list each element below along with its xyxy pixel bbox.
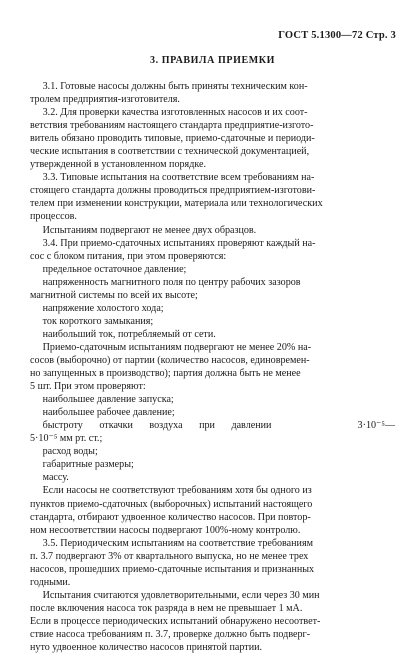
list-item: наибольшее рабочее давление; xyxy=(42,407,175,419)
text-line: 5 шт. При этом проверяют: xyxy=(30,381,146,393)
text-segment: быстроту откачки воздуха при давлении xyxy=(42,420,272,432)
text-line: Приемо-сдаточным испытаниям подвергают не менее 20% на- xyxy=(42,341,312,353)
text-line: 3.3. Типовые испытания на соответствие всем требованиям на- xyxy=(42,172,315,184)
list-item: наибольший ток, потребляемый от сети. xyxy=(42,328,216,340)
list-item: массу. xyxy=(42,472,69,484)
text-line: 3.5. Периодическим испытаниям на соответствие требованиям xyxy=(42,537,313,549)
text-line: стоящего стандарта должны проводиться предприятием-изготови- xyxy=(30,185,316,197)
list-item xyxy=(30,419,395,432)
section-title: 3. ПРАВИЛА ПРИЕМКИ xyxy=(149,55,276,66)
text-line: Испытаниям подвергают не менее двух образцов. xyxy=(42,224,257,236)
text-line: Испытания считаются удовлетворительными, если через 30 мин xyxy=(42,589,320,601)
text-line: сосов (выборочно) от партии (количество насосов, единовремен- xyxy=(30,354,310,366)
list-item: расход воды; xyxy=(42,446,98,458)
paragraph-3-3 xyxy=(30,171,395,236)
list-item: напряжение холостого хода; xyxy=(42,302,164,314)
text-line: 3.4. При приемо-сдаточных испытаниях проверяют каждый на- xyxy=(42,237,316,249)
text-line: п. 3.7 подвергают 3% от квартального выпуска, но не менее трех xyxy=(30,550,309,562)
text-line: сос с блоком питания, при этом проверяются: xyxy=(30,250,227,262)
text-line: ветствия требованиям настоящего стандарта предприятие-изгото- xyxy=(30,120,314,132)
text-line: 3.2. Для проверки качества изготовленных насосов и их соот- xyxy=(42,107,308,119)
list-item: наибольшее давление запуска; xyxy=(42,394,174,406)
text-line: Если в процессе периодических испытаний обнаружено несоответ- xyxy=(30,615,321,627)
paragraph-3-4 xyxy=(30,237,395,537)
list-item: напряженность магнитного поля по центру рабочих зазоров xyxy=(42,276,301,288)
text-line: ческие испытания в соответствии с технической документацией, xyxy=(30,146,310,158)
text-line: насосов, прошедших приемо-сдаточные испытания и признанных xyxy=(30,563,315,575)
paragraph-3-2 xyxy=(30,106,395,171)
text-line: витель обязано проводить типовые, приемо-сдаточные и периоди- xyxy=(30,133,315,145)
running-header: ГОСТ 5.1300—72 Стр. 3 xyxy=(278,30,396,41)
text-line: процессов. xyxy=(30,211,77,223)
text-line: годными. xyxy=(30,576,71,588)
text-line: 5·10⁻⁵ мм рт. ст.; xyxy=(30,433,103,445)
text-line: после включения насоса ток разряда в нем не превышает 1 мА. xyxy=(30,602,303,614)
text-line: утвержденной в установленном порядке. xyxy=(30,159,206,171)
text-line: нуто удвоенное количество насосов принятой партии. xyxy=(30,642,263,654)
text-line: ствие насоса требованиям п. 3.7, проверке должно быть подверг- xyxy=(30,628,311,640)
text-line: 3.1. Готовые насосы должны быть приняты техническим кон- xyxy=(42,81,308,92)
pressure-value: 3·10⁻⁵— xyxy=(357,420,395,432)
section-text xyxy=(30,80,395,654)
text-line: стандарта, отбирают удвоенное количество насосов. При повтор- xyxy=(30,511,311,523)
text-line: тролем предприятия-изготовителя. xyxy=(30,94,180,106)
document-body xyxy=(30,55,395,654)
paragraph-3-1 xyxy=(30,80,395,106)
list-item: габаритные размеры; xyxy=(42,459,134,471)
text-line: магнитной системы по всей их высоте; xyxy=(30,289,198,301)
list-item: предельное остаточное давление; xyxy=(42,263,187,275)
text-line: но запущенных в производство); партия должна быть не менее xyxy=(30,368,301,380)
text-line: пунктов приемо-сдаточных (выборочных) испытаний настоящего xyxy=(30,498,313,510)
text-line: ном несоответствии насосы подвергают 100%-ному контролю. xyxy=(30,524,301,536)
text-line: телем при изменении конструкции, материала или технологических xyxy=(30,198,323,210)
text-line: Если насосы не соответствуют требованиям хотя бы одного из xyxy=(42,485,312,497)
list-item: ток короткого замыкания; xyxy=(42,315,154,327)
paragraph-3-5 xyxy=(30,537,395,654)
